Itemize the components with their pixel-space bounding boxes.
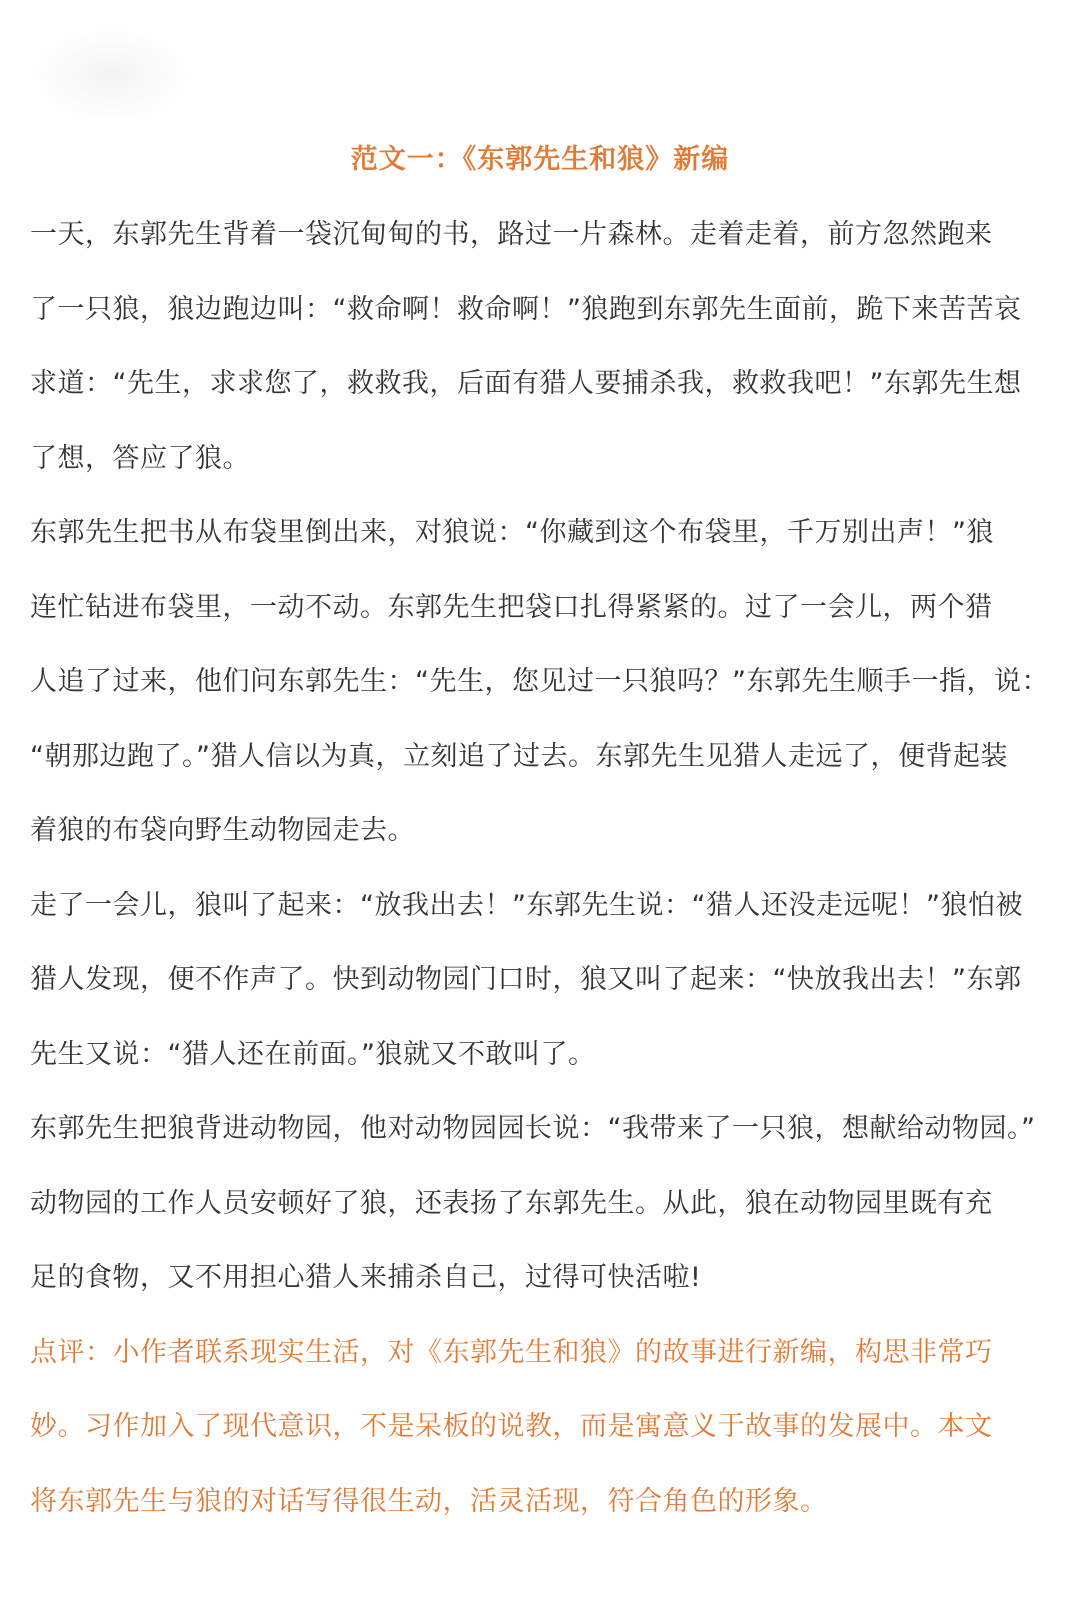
paragraph-3: [30, 879, 1030, 1103]
text-line: 了一只狼，狼边跑边叫：“救命啊！救命啊！”狼跑到东郭先生面前，跪下来苦苦哀: [30, 293, 1022, 325]
document-body: [30, 208, 1049, 1549]
text-line: 东郭先生把书从布袋里倒出来，对狼说：“你藏到这个布袋里，千万别出声！”狼: [30, 517, 994, 548]
paragraph-2: [30, 506, 1049, 879]
text-line: 足的食物，又不用担心猎人来捕杀自己，过得可快活啦!: [30, 1262, 702, 1293]
document-title: 范文一：《东郭先生和狼》新编: [350, 144, 730, 175]
text-line: “朝那边跑了。”猎人信以为真，立刻追了过去。东郭先生见猎人走远了，便背起装: [30, 740, 1008, 772]
text-line: 先生又说：“猎人还在前面。”狼就又不敢叫了。: [30, 1038, 596, 1070]
comment-line: 妙。习作加入了现代意识，不是呆板的说教，而是寓意义于故事的发展中。本文: [30, 1411, 993, 1442]
paragraph-1: [30, 208, 1030, 506]
text-line: 了想，答应了狼。: [30, 442, 250, 474]
watermark-blur: [36, 30, 186, 120]
text-line: 走了一会儿，狼叫了起来：“放我出去！”东郭先生说：“猎人还没走远呢！”狼怕被: [30, 889, 1023, 921]
text-line: 东郭先生把狼背进动物园，他对动物园园长说：“我带来了一只狼，想献给动物园。”: [30, 1113, 1036, 1144]
paragraph-4: [30, 1102, 1036, 1326]
text-line: 一天，东郭先生背着一袋沉甸甸的书，路过一片森林。走着走着，前方忽然跑来: [30, 219, 993, 250]
text-line: 人追了过来，他们问东郭先生：“先生，您见过一只狼吗？”东郭先生顺手一指，说：: [30, 666, 1049, 697]
text-line: 猎人发现，便不作声了。快到动物园门口时，狼又叫了起来：“快放我出去！”东郭: [30, 964, 1022, 995]
text-line: 着狼的布袋向野生动物园走去。: [30, 815, 415, 846]
comment-line: 将东郭先生与狼的对话写得很生动，活灵活现，符合角色的形象。: [30, 1485, 828, 1517]
comment-line: 点评：小作者联系现实生活，对《东郭先生和狼》的故事进行新编，构思非常巧: [30, 1336, 993, 1368]
text-line: 连忙钻进布袋里，一动不动。东郭先生把袋口扎得紧紧的。过了一会儿，两个猎: [30, 591, 993, 623]
text-line: 动物园的工作人员安顿好了狼，还表扬了东郭先生。从此，狼在动物园里既有充: [30, 1187, 993, 1219]
review-comment: [30, 1326, 1030, 1550]
text-line: 求道：“先生，求求您了，救救我，后面有猎人要捕杀我，救救我吧！”东郭先生想: [30, 368, 1022, 399]
